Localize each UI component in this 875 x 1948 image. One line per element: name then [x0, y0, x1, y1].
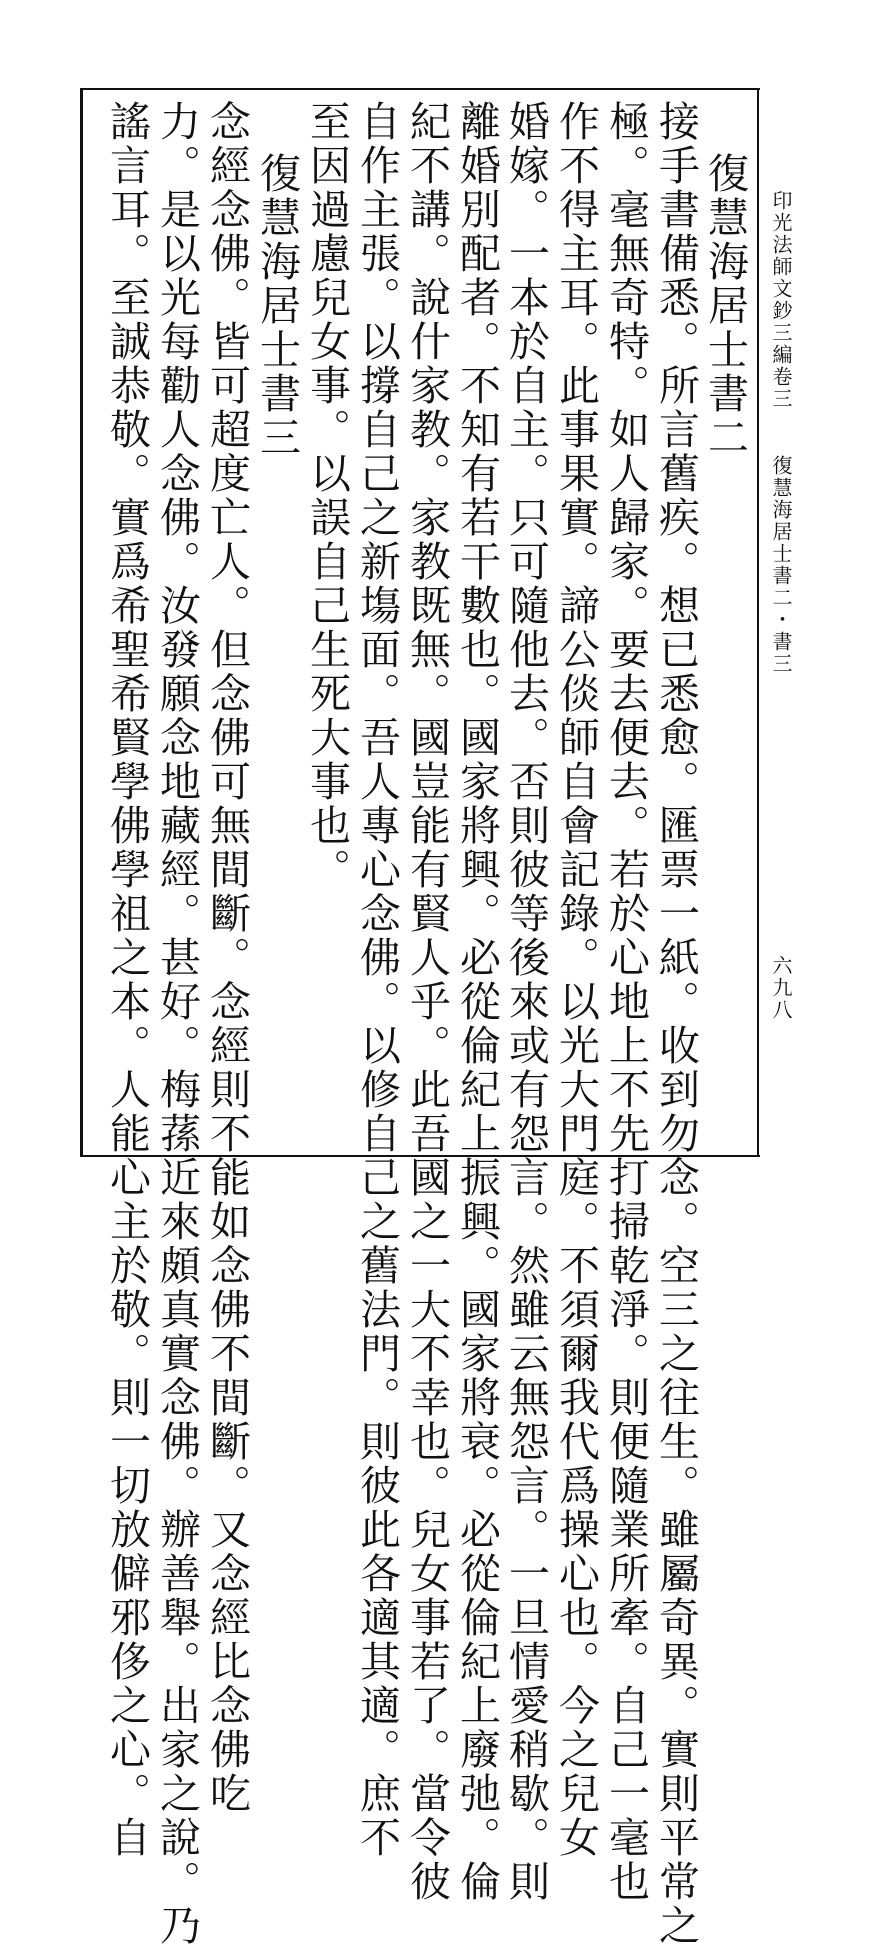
margin-book-title: 印光法師文鈔三編卷三 [769, 190, 793, 410]
margin-page-number: 六九八 [769, 955, 793, 1021]
frame-right-border [757, 88, 759, 1157]
text-column-10: 念經念佛。皆可超度亡人。但念佛可無間斷。念經則不能如念佛不間斷。又念經比念佛吃 [203, 100, 251, 1816]
text-column-12: 謠言耳。至誠恭敬。實爲希聖希賢學佛學祖之本。人能心主於敬。則一切放僻邪侈之心。自 [103, 100, 151, 1860]
text-column-5: 離婚別配者。不知有若干數也。國家將興。必從倫紀上振興。國家將衰。必從倫紀上廢弛。倫 [453, 100, 501, 1904]
text-column-7: 自作主張。以撐自己之新塲面。吾人專心念佛。以修自己之舊法門。則彼此各適其適。庶不 [353, 100, 401, 1860]
frame-top-border [80, 88, 760, 90]
text-column-11: 力。是以光每勸人念佛。汝發願念地藏經。甚好。梅蓀近來頗真實念佛。辦善舉。出家之說。乃 [153, 100, 201, 1948]
text-column-2: 極。毫無奇特。如人歸家。要去便去。若於心地上不先打掃乾淨。則便隨業所牽。自己一毫也 [602, 100, 650, 1904]
text-column-3: 作不得主耳。此事果實。諦公倓師自會記錄。以光大門庭。不須爾我代爲操心也。今之兒女 [552, 100, 600, 1860]
text-column-4: 婚嫁。一本於自主。只可隨他去。否則彼等後來或有怨言。然雖云無怨言。一旦情愛稍歇。則 [502, 100, 550, 1904]
letter-title-3: 復慧海居士書三 [253, 152, 301, 460]
text-column-1: 接手書備悉。所言舊疾。想已悉愈。匯票一紙。收到勿念。空三之往生。雖屬奇異。實則平常之 [652, 100, 700, 1948]
text-column-8: 至因過慮兒女事。以誤自己生死大事也。 [303, 100, 351, 892]
letter-title-2: 復慧海居士書二 [701, 152, 749, 460]
frame-left-border [80, 88, 83, 1157]
margin-section-title: 復慧海居士書二・書三 [769, 455, 793, 675]
text-column-6: 紀不講。說什家教。家教既無。國豈能有賢人乎。此吾國之一大不幸也。兒女事若了。當令彼 [403, 100, 451, 1904]
